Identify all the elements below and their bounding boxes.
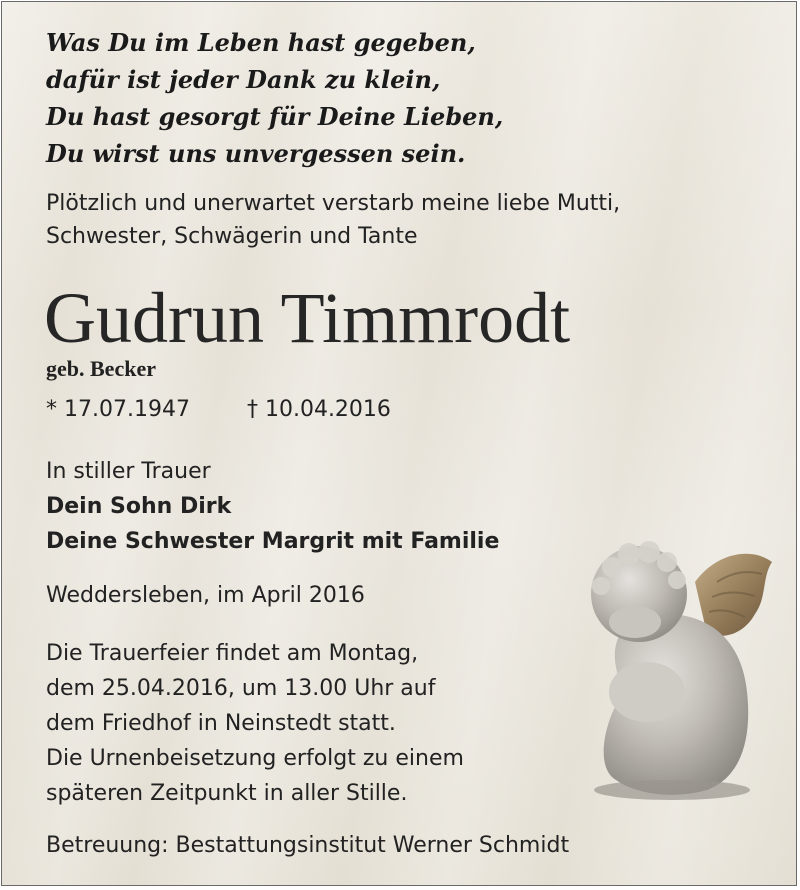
mourning-angel-figure: [577, 522, 782, 802]
birth-date: * 17.07.1947: [46, 397, 190, 422]
announcement-line: Schwester, Schwägerin und Tante: [46, 224, 418, 249]
mourner-name: Deine Schwester Margrit mit Familie: [46, 529, 500, 554]
ceremony-line: Die Trauerfeier findet am Montag,: [46, 641, 419, 666]
ceremony-line: späteren Zeitpunkt in aller Stille.: [46, 781, 408, 806]
ceremony-line: dem Friedhof in Neinstedt statt.: [46, 711, 396, 736]
life-dates: [46, 394, 391, 426]
mourning-heading: In stiller Trauer: [46, 459, 211, 484]
death-date: † 10.04.2016: [246, 397, 391, 422]
undertaker-credit: Betreuung: Bestattungsinstitut Werner Schmidt: [46, 833, 570, 858]
verse-line: dafür ist jeder Dank zu klein,: [46, 65, 441, 94]
ceremony-line: dem 25.04.2016, um 13.00 Uhr auf: [46, 676, 436, 701]
verse-line: Du hast gesorgt für Deine Lieben,: [46, 102, 504, 131]
announcement-text: [46, 187, 620, 253]
mourner-name: Dein Sohn Dirk: [46, 494, 232, 519]
verse-line: Was Du im Leben hast gegeben,: [46, 28, 476, 57]
verse-line: Du wirst uns unvergessen sein.: [46, 139, 466, 168]
place-and-date: Weddersleben, im April 2016: [46, 583, 365, 608]
obituary-notice: [1, 1, 797, 886]
maiden-name: geb. Becker: [46, 356, 156, 381]
memorial-verse: [46, 24, 503, 172]
ceremony-line: Die Urnenbeisetzung erfolgt zu einem: [46, 746, 464, 771]
deceased-name: Gudrun Timmrodt: [44, 278, 571, 358]
announcement-line: Plötzlich und unerwartet verstarb meine liebe Mutti,: [46, 191, 621, 216]
ceremony-info: [46, 636, 464, 811]
mourners-block: [46, 454, 499, 559]
